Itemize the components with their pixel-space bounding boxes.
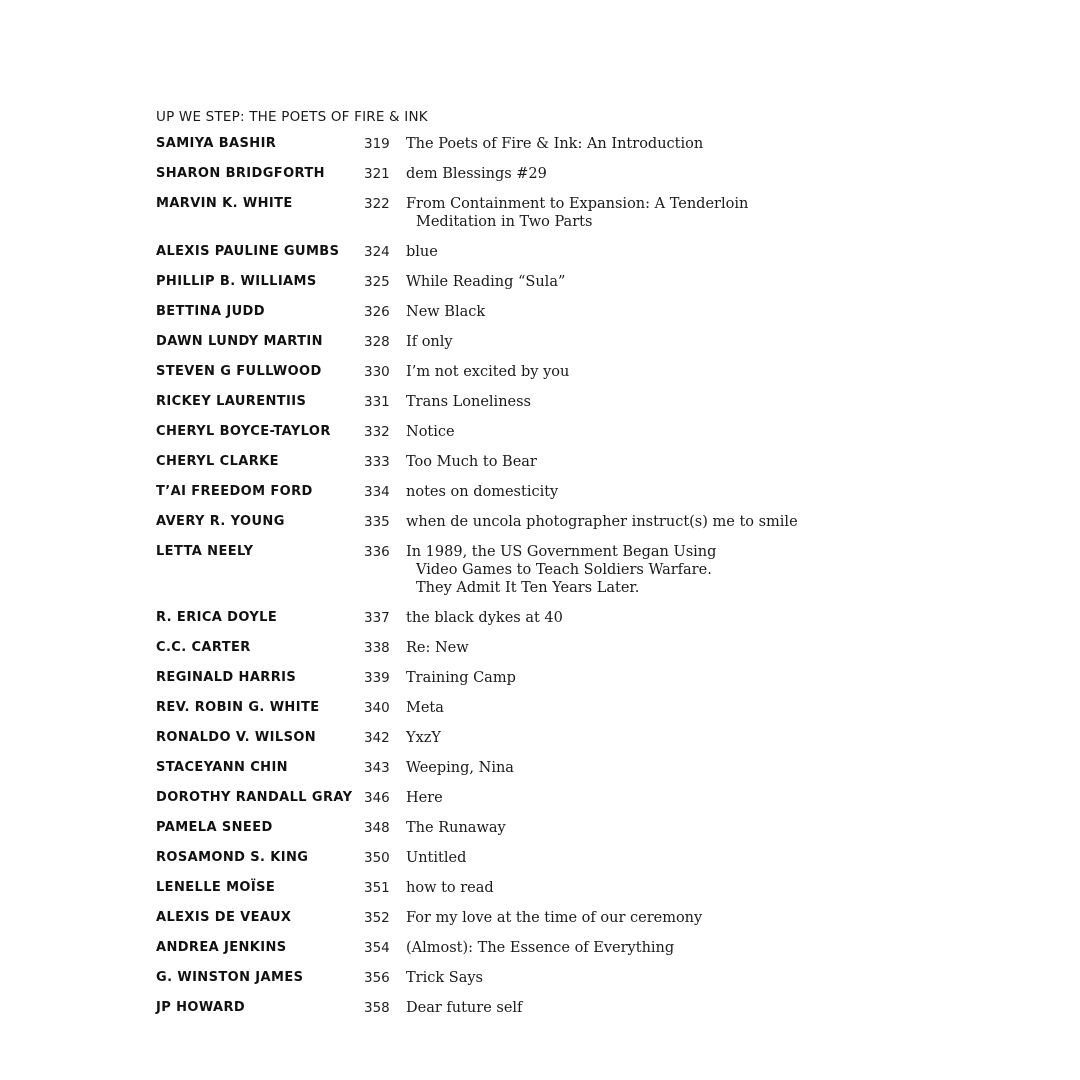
page-number: 331 bbox=[364, 394, 390, 410]
toc-entry bbox=[156, 669, 856, 687]
page-number: 340 bbox=[364, 700, 390, 716]
toc-entry bbox=[156, 879, 856, 897]
poem-title bbox=[406, 303, 856, 321]
poem-title bbox=[406, 543, 856, 597]
toc-entry bbox=[156, 609, 856, 627]
page-number: 358 bbox=[364, 1000, 390, 1016]
author-name: DOROTHY RANDALL GRAY bbox=[156, 790, 353, 805]
toc-entry bbox=[156, 453, 856, 471]
poem-title-line: Untitled bbox=[406, 850, 467, 866]
toc-entry bbox=[156, 135, 856, 153]
toc-entry bbox=[156, 165, 856, 183]
page-number: 351 bbox=[364, 880, 390, 896]
page-number: 338 bbox=[364, 640, 390, 656]
toc-entry bbox=[156, 423, 856, 441]
author-name: DAWN LUNDY MARTIN bbox=[156, 334, 323, 349]
author-name: ROSAMOND S. KING bbox=[156, 850, 309, 865]
poem-title-line: If only bbox=[406, 334, 453, 350]
poem-title bbox=[406, 999, 856, 1017]
author-name: CHERYL CLARKE bbox=[156, 454, 279, 469]
page-number: 342 bbox=[364, 730, 390, 746]
poem-title bbox=[406, 909, 856, 927]
author-name: AVERY R. YOUNG bbox=[156, 514, 285, 529]
poem-title-line: (Almost): The Essence of Everything bbox=[406, 940, 675, 956]
toc-entry bbox=[156, 819, 856, 837]
page-number: 350 bbox=[364, 850, 390, 866]
poem-title-line: I’m not excited by you bbox=[406, 364, 570, 380]
poem-title-continuation: Meditation in Two Parts bbox=[416, 214, 593, 230]
author-name: ALEXIS DE VEAUX bbox=[156, 910, 292, 925]
author-name: STACEYANN CHIN bbox=[156, 760, 288, 775]
poem-title bbox=[406, 609, 856, 627]
page-number: 335 bbox=[364, 514, 390, 530]
author-name: SAMIYA BASHIR bbox=[156, 136, 277, 151]
poem-title-line: the black dykes at 40 bbox=[406, 610, 563, 626]
page-number: 337 bbox=[364, 610, 390, 626]
poem-title-line: Trick Says bbox=[406, 970, 483, 986]
toc-entries bbox=[156, 135, 856, 1017]
poem-title bbox=[406, 879, 856, 897]
poem-title-line: Dear future self bbox=[406, 1000, 523, 1016]
poem-title-line: YxzY bbox=[406, 730, 441, 746]
author-name: MARVIN K. WHITE bbox=[156, 196, 293, 211]
poem-title bbox=[406, 699, 856, 717]
poem-title-line: For my love at the time of our ceremony bbox=[406, 910, 703, 926]
author-name: T’AI FREEDOM FORD bbox=[156, 484, 313, 499]
page-number: 326 bbox=[364, 304, 390, 320]
poem-title bbox=[406, 165, 856, 183]
poem-title bbox=[406, 423, 856, 441]
page-number: 325 bbox=[364, 274, 390, 290]
poem-title bbox=[406, 393, 856, 411]
toc-entry bbox=[156, 243, 856, 261]
poem-title-line: Too Much to Bear bbox=[406, 454, 537, 470]
poem-title-line: when de uncola photographer instruct(s) me to smile bbox=[406, 514, 798, 530]
poem-title-line: In 1989, the US Government Began Using bbox=[406, 544, 717, 560]
page-number: 333 bbox=[364, 454, 390, 470]
toc-entry bbox=[156, 729, 856, 747]
toc-entry bbox=[156, 195, 856, 231]
toc-entry bbox=[156, 849, 856, 867]
page-number: 336 bbox=[364, 544, 390, 560]
author-name: SHARON BRIDGFORTH bbox=[156, 166, 325, 181]
poem-title-continuation: They Admit It Ten Years Later. bbox=[416, 580, 640, 596]
poem-title bbox=[406, 729, 856, 747]
poem-title bbox=[406, 639, 856, 657]
toc-entry bbox=[156, 789, 856, 807]
poem-title bbox=[406, 849, 856, 867]
poem-title bbox=[406, 759, 856, 777]
page-number: 354 bbox=[364, 940, 390, 956]
toc-entry bbox=[156, 909, 856, 927]
author-name: RICKEY LAURENTIIS bbox=[156, 394, 307, 409]
poem-title-line: The Runaway bbox=[406, 820, 506, 836]
poem-title-line: The Poets of Fire & Ink: An Introduction bbox=[406, 136, 704, 152]
toc-entry bbox=[156, 483, 856, 501]
page-number: 319 bbox=[364, 136, 390, 152]
poem-title-line: Weeping, Nina bbox=[406, 760, 514, 776]
author-name: ANDREA JENKINS bbox=[156, 940, 287, 955]
author-name: PAMELA SNEED bbox=[156, 820, 273, 835]
author-name: LETTA NEELY bbox=[156, 544, 254, 559]
toc-entry bbox=[156, 639, 856, 657]
poem-title-continuation: Video Games to Teach Soldiers Warfare. bbox=[416, 562, 712, 578]
poem-title-line: Meta bbox=[406, 700, 444, 716]
page-number: 324 bbox=[364, 244, 390, 260]
author-name: LENELLE MOÏSE bbox=[156, 880, 276, 895]
toc-entry bbox=[156, 759, 856, 777]
section-title: UP WE STEP: THE POETS OF FIRE & INK bbox=[156, 109, 428, 125]
author-name: BETTINA JUDD bbox=[156, 304, 265, 319]
poem-title-line: From Containment to Expansion: A Tenderloin bbox=[406, 196, 749, 212]
toc-entry bbox=[156, 273, 856, 291]
poem-title bbox=[406, 789, 856, 807]
page-number: 352 bbox=[364, 910, 390, 926]
table-of-contents bbox=[156, 106, 856, 1029]
poem-title bbox=[406, 243, 856, 261]
page-number: 334 bbox=[364, 484, 390, 500]
poem-title bbox=[406, 939, 856, 957]
poem-title-line: notes on domesticity bbox=[406, 484, 559, 500]
poem-title-line: Trans Loneliness bbox=[406, 394, 531, 410]
poem-title bbox=[406, 453, 856, 471]
poem-title-line: While Reading “Sula” bbox=[406, 274, 566, 290]
page-number: 322 bbox=[364, 196, 390, 212]
page-number: 343 bbox=[364, 760, 390, 776]
page-number: 330 bbox=[364, 364, 390, 380]
poem-title bbox=[406, 135, 856, 153]
author-name: PHILLIP B. WILLIAMS bbox=[156, 274, 317, 289]
page-number: 348 bbox=[364, 820, 390, 836]
toc-entry bbox=[156, 333, 856, 351]
toc-entry bbox=[156, 939, 856, 957]
poem-title-line: New Black bbox=[406, 304, 486, 320]
page-number: 328 bbox=[364, 334, 390, 350]
toc-entry bbox=[156, 513, 856, 531]
toc-entry bbox=[156, 969, 856, 987]
author-name: R. ERICA DOYLE bbox=[156, 610, 278, 625]
toc-entry bbox=[156, 303, 856, 321]
poem-title bbox=[406, 669, 856, 687]
poem-title bbox=[406, 363, 856, 381]
poem-title-line: dem Blessings #29 bbox=[406, 166, 547, 182]
poem-title bbox=[406, 195, 856, 231]
page-number: 321 bbox=[364, 166, 390, 182]
page-number: 346 bbox=[364, 790, 390, 806]
author-name: STEVEN G FULLWOOD bbox=[156, 364, 322, 379]
poem-title-line: Notice bbox=[406, 424, 455, 440]
author-name: JP HOWARD bbox=[156, 1000, 246, 1015]
page-number: 332 bbox=[364, 424, 390, 440]
poem-title-line: Training Camp bbox=[406, 670, 516, 686]
author-name: REGINALD HARRIS bbox=[156, 670, 297, 685]
poem-title-line: Re: New bbox=[406, 640, 469, 656]
poem-title bbox=[406, 819, 856, 837]
author-name: G. WINSTON JAMES bbox=[156, 970, 304, 985]
poem-title-line: how to read bbox=[406, 880, 494, 896]
poem-title bbox=[406, 273, 856, 291]
poem-title bbox=[406, 333, 856, 351]
page-number: 356 bbox=[364, 970, 390, 986]
poem-title-line: blue bbox=[406, 244, 438, 260]
poem-title bbox=[406, 483, 856, 501]
author-name: C.C. CARTER bbox=[156, 640, 251, 655]
toc-entry bbox=[156, 543, 856, 597]
poem-title bbox=[406, 969, 856, 987]
author-name: ALEXIS PAULINE GUMBS bbox=[156, 244, 340, 259]
toc-entry bbox=[156, 699, 856, 717]
poem-title bbox=[406, 513, 856, 531]
author-name: REV. ROBIN G. WHITE bbox=[156, 700, 320, 715]
author-name: RONALDO V. WILSON bbox=[156, 730, 317, 745]
toc-entry bbox=[156, 393, 856, 411]
toc-entry bbox=[156, 999, 856, 1017]
poem-title-line: Here bbox=[406, 790, 443, 806]
toc-entry bbox=[156, 363, 856, 381]
page-number: 339 bbox=[364, 670, 390, 686]
author-name: CHERYL BOYCE-TAYLOR bbox=[156, 424, 331, 439]
